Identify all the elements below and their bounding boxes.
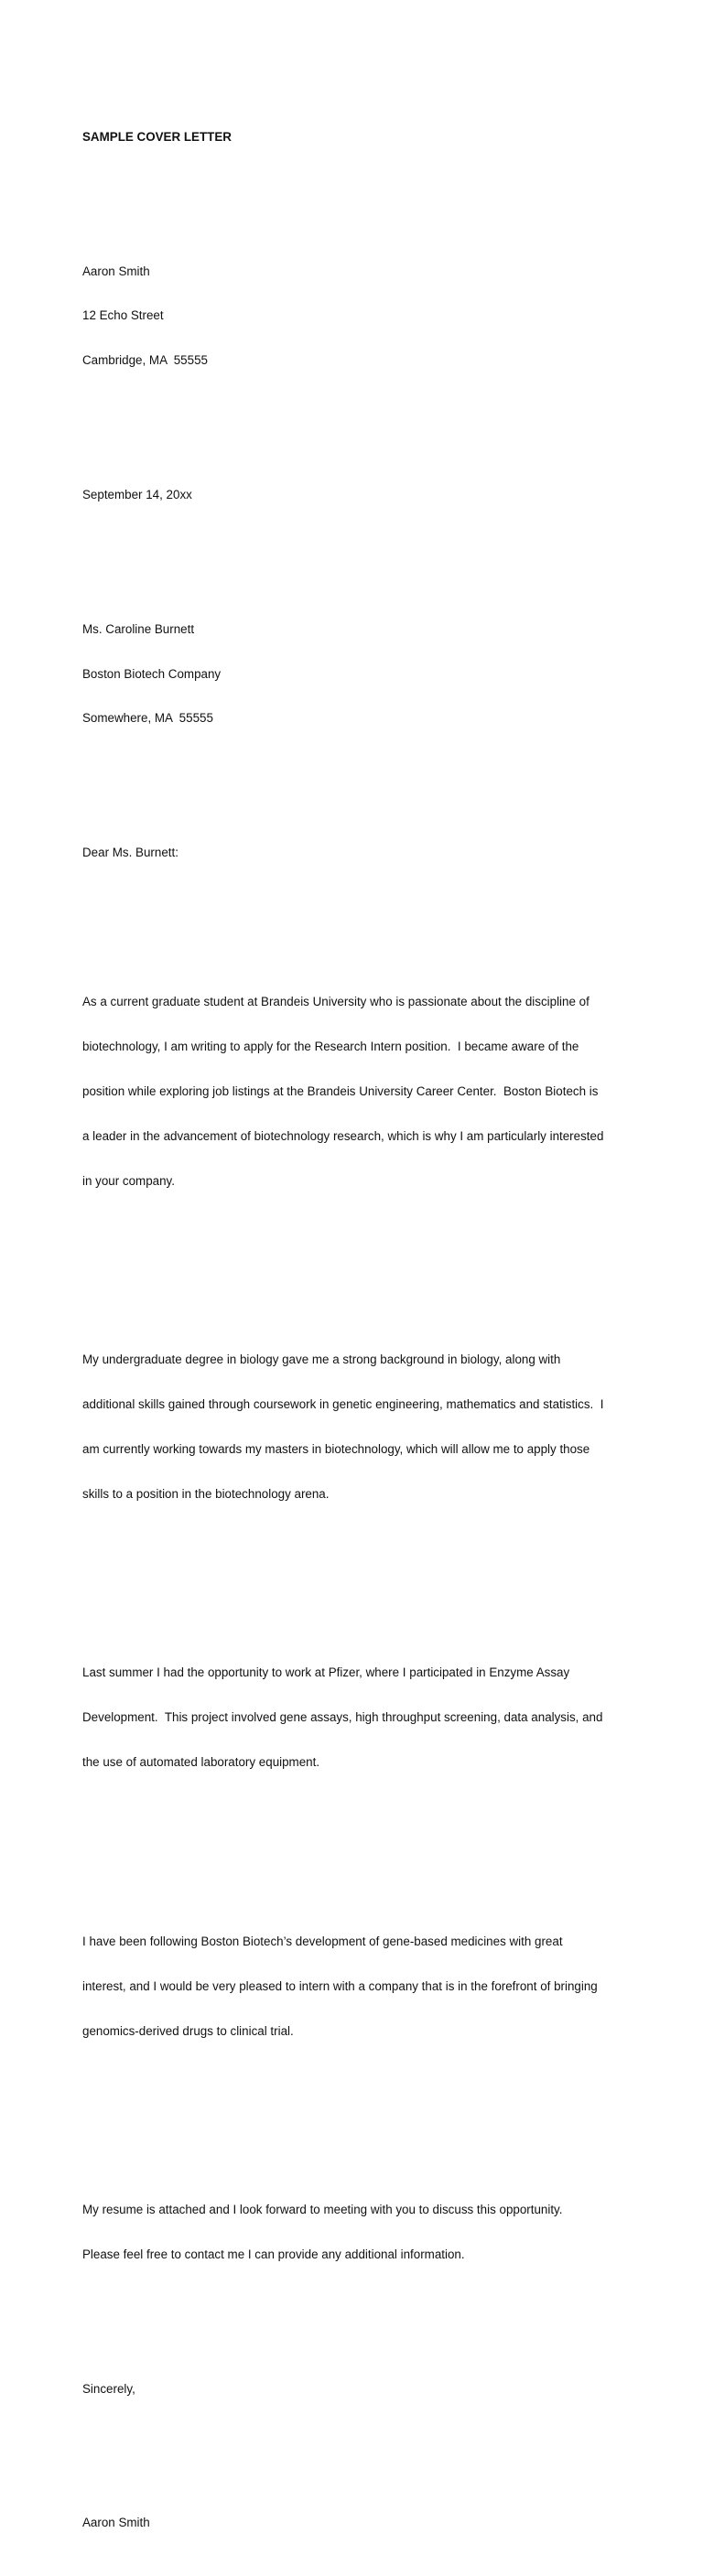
spacer <box>82 2098 632 2113</box>
paragraph-line: As a current graduate student at Brandeis University who is passionate about the discipline of <box>82 995 589 1009</box>
spacer <box>82 175 632 189</box>
spacer <box>82 533 632 547</box>
spacer <box>82 786 632 801</box>
sender-street: 12 Echo Street <box>82 308 164 323</box>
sender-address <box>82 234 632 398</box>
paragraph-line: Last summer I had the opportunity to work at Pfizer, where I participated in Enzyme Assay <box>82 1665 570 1680</box>
paragraph-line: Development. This project involved gene assays, high throughput screening, data analysis, and <box>82 1710 603 1725</box>
paragraph-line: a leader in the advancement of biotechnology research, which is why I am particularly interested <box>82 1128 604 1143</box>
paragraph-line: genomics-derived drugs to clinical trial. <box>82 2023 294 2038</box>
body-paragraph <box>82 1323 632 1532</box>
paragraph-line: I have been following Boston Biotech’s development of gene-based medicines with great <box>82 1934 563 1948</box>
signature-space <box>82 2427 632 2472</box>
body-paragraph <box>82 1904 632 2068</box>
body-paragraph <box>82 2173 632 2292</box>
spacer <box>82 1248 632 1263</box>
body-paragraph <box>82 1636 632 1800</box>
spacer <box>82 1830 632 1845</box>
paragraph-line: skills to a position in the biotechnology arena. <box>82 1486 330 1501</box>
salutation: Dear Ms. Burnett: <box>82 846 178 860</box>
paragraph-line: in your company. <box>82 1173 175 1188</box>
recipient-company: Boston Biotech Company <box>82 666 222 681</box>
closing: Sincerely, <box>82 2381 135 2396</box>
paragraph-line: biotechnology, I am writing to apply for the Research Intern position. I became aware of the <box>82 1040 579 1053</box>
signature-name: Aaron Smith <box>82 2516 150 2530</box>
paragraph-line: Please feel free to contact me I can provide any additional information. <box>82 2247 465 2262</box>
spacer <box>82 1561 632 1576</box>
letter-date: September 14, 20xx <box>82 488 192 502</box>
spacer <box>82 2323 632 2337</box>
paragraph-line: My resume is attached and I look forward to meeting with you to discuss this opportunity. <box>82 2203 563 2217</box>
recipient-name: Ms. Caroline Burnett <box>82 621 195 636</box>
recipient-city-line: Somewhere, MA 55555 <box>82 711 213 726</box>
body-paragraph <box>82 965 632 1219</box>
recipient-address <box>82 592 632 756</box>
spacer <box>82 428 632 443</box>
paragraph-line: the use of automated laboratory equipment. <box>82 1755 320 1770</box>
paragraph-line: position while exploring job listings at the Brandeis University Career Center. Boston Biotech is <box>82 1083 599 1098</box>
spacer <box>82 890 632 905</box>
cover-letter <box>82 85 632 2576</box>
paragraph-line: interest, and I would be very pleased to intern with a company that is in the forefront of bringing <box>82 1978 598 1993</box>
paragraph-line: additional skills gained through coursework in genetic engineering, mathematics and statistics. I <box>82 1397 604 1412</box>
paragraph-line: My undergraduate degree in biology gave me a strong background in biology, along with <box>82 1353 561 1367</box>
sender-city-line: Cambridge, MA 55555 <box>82 353 208 368</box>
sender-name: Aaron Smith <box>82 264 150 278</box>
document-title: SAMPLE COVER LETTER <box>82 129 232 144</box>
paragraph-line: am currently working towards my masters in biotechnology, which will allow me to apply those <box>82 1442 590 1457</box>
